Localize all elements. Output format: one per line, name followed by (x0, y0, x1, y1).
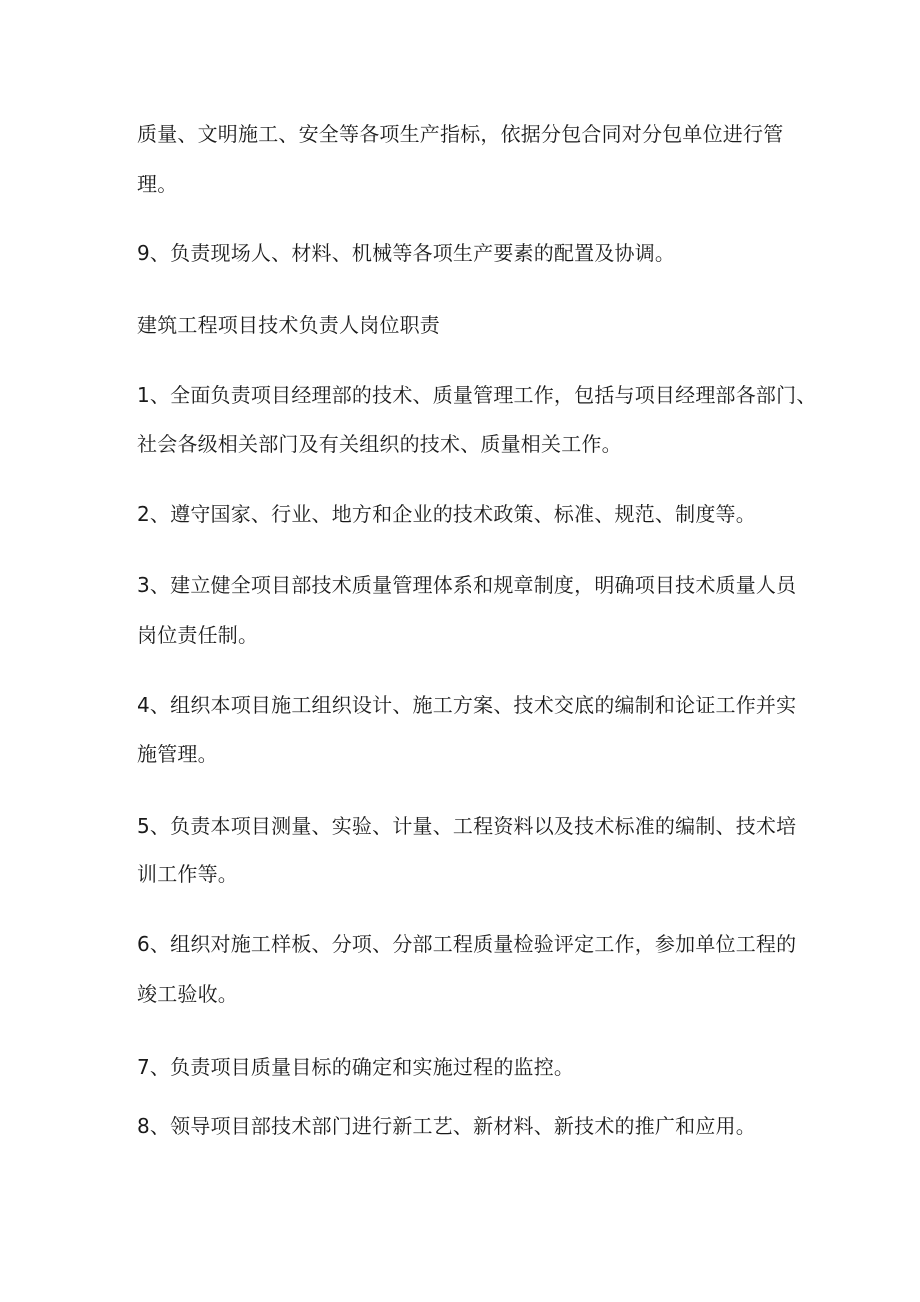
paragraph-line: 岗位责任制。 (137, 623, 259, 647)
paragraph-line: 5、负责本项目测量、实验、计量、工程资料以及技术标准的编制、技术培 (137, 814, 797, 838)
paragraph-line: 施管理。 (137, 742, 218, 766)
paragraph-line: 6、组织对施工样板、分项、分部工程质量检验评定工作，参加单位工程的 (137, 932, 797, 956)
paragraph-line: 3、建立健全项目部技术质量管理体系和规章制度，明确项目技术质量人员 (137, 573, 797, 597)
paragraph-line: 7、负责项目质量目标的确定和实施过程的监控。 (137, 1055, 575, 1079)
paragraph-line: 社会各级相关部门及有关组织的技术、质量相关工作。 (137, 432, 622, 456)
paragraph-line: 理。 (137, 172, 178, 196)
paragraph-line: 训工作等。 (137, 862, 238, 886)
paragraph-line: 8、领导项目部技术部门进行新工艺、新材料、新技术的推广和应用。 (137, 1114, 756, 1138)
paragraph-line: 竣工验收。 (137, 982, 238, 1006)
paragraph-line: 质量、文明施工、安全等各项生产指标，依据分包合同对分包单位进行管 (137, 122, 784, 146)
paragraph-line: 4、组织本项目施工组织设计、施工方案、技术交底的编制和论证工作并实 (137, 693, 797, 717)
paragraph-line: 9、负责现场人、材料、机械等各项生产要素的配置及协调。 (137, 241, 676, 265)
paragraph-line: 1、全面负责项目经理部的技术、质量管理工作，包括与项目经理部各部门、 (137, 383, 817, 407)
section-heading: 建筑工程项目技术负责人岗位职责 (137, 313, 440, 337)
paragraph-line: 2、遵守国家、行业、地方和企业的技术政策、标准、规范、制度等。 (137, 502, 756, 526)
